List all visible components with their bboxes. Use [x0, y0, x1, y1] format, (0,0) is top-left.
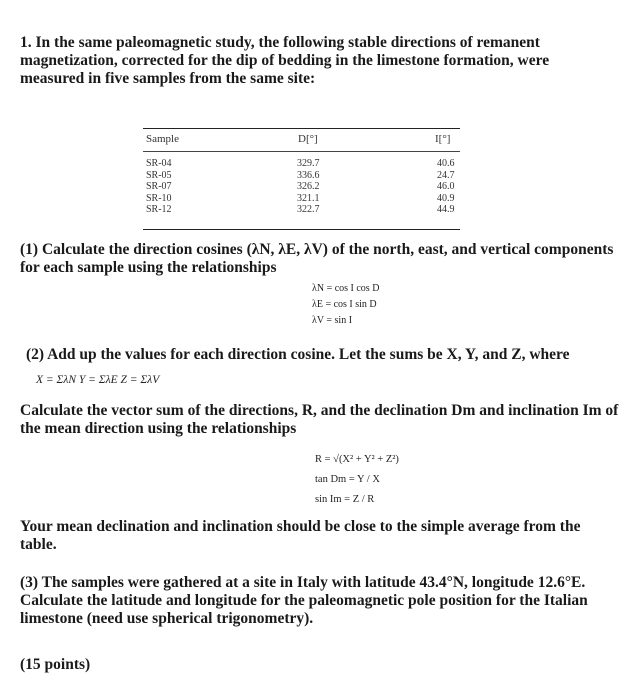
table-cell-inclination: 24.7	[437, 169, 455, 181]
formula-declination: tan Dm = Y / X	[315, 474, 380, 485]
formula-inclination: sin Im = Z / R	[315, 494, 375, 505]
table-cell-sample: SR-04	[146, 158, 172, 169]
part2-line: Calculate the vector sum of the directions, R, and the declination Dm and inclination Im of	[20, 402, 619, 419]
table-cell-declination: 322.7	[297, 204, 320, 215]
declination-column	[297, 158, 320, 216]
part2-line: the mean direction using the relationships	[20, 420, 297, 437]
header-declination: D[°]	[298, 133, 318, 145]
part2-line: (2) Add up the values for each direction cosine. Let the sums be X, Y, and Z, where	[26, 346, 570, 363]
table-cell-declination: 326.2	[297, 181, 320, 192]
table-cell-inclination: 46.0	[437, 181, 455, 192]
intro-line: 1. In the same paleomagnetic study, the following stable directions of remanent	[20, 34, 540, 51]
table-cell-sample: SR-05	[146, 169, 172, 181]
part1-line: for each sample using the relationships	[20, 259, 277, 276]
points-paragraph	[20, 656, 610, 674]
table-cell-declination: 329.7	[297, 158, 320, 169]
closing-line: Your mean declination and inclination should be close to the simple average from the	[20, 518, 581, 535]
table-cell-inclination: 40.6	[437, 158, 455, 169]
table-cell-sample: SR-07	[146, 181, 172, 192]
formula-lambda-e: λE = cos I sin D	[312, 299, 377, 310]
sum-definitions: X = ΣλN Y = ΣλE Z = ΣλV	[36, 374, 160, 386]
table-cell-declination: 321.1	[297, 192, 320, 204]
formula-resultant: R = √(X² + Y² + Z²)	[315, 454, 399, 465]
part3-line: Calculate the latitude and longitude for the paleomagnetic pole position for the Italian	[20, 592, 588, 609]
table-header-rule	[143, 151, 460, 152]
intro-line: measured in five samples from the same site:	[20, 70, 316, 87]
table-cell-inclination: 44.9	[437, 204, 455, 215]
points-label: (15 points)	[20, 656, 91, 673]
closing-line: table.	[20, 536, 57, 553]
part1-line: (1) Calculate the direction cosines (λN, λE, λV) of the north, east, and vertical components	[20, 241, 614, 258]
table-cell-sample: SR-10	[146, 192, 172, 204]
table-top-rule	[143, 128, 460, 129]
table-bottom-rule	[143, 229, 460, 230]
header-sample: Sample	[146, 133, 179, 145]
part3-line: (3) The samples were gathered at a site in Italy with latitude 43.4°N, longitude 12.6°E.	[20, 574, 586, 591]
inclination-column	[437, 158, 455, 216]
sample-column	[146, 158, 172, 216]
closing-paragraph	[20, 518, 610, 554]
formula-lambda-v: λV = sin I	[312, 315, 353, 326]
part1-paragraph	[20, 241, 614, 277]
table-cell-inclination: 40.9	[437, 192, 455, 204]
part3-paragraph	[20, 574, 610, 628]
direction-cosine-formulas	[312, 281, 379, 329]
table-cell-sample: SR-12	[146, 204, 172, 215]
header-inclination: I[°]	[435, 133, 451, 145]
formula-lambda-n: λN = cos I cos D	[312, 283, 380, 294]
table-cell-declination: 336.6	[297, 169, 320, 181]
part2-paragraph-b	[20, 402, 619, 438]
part2-paragraph	[26, 346, 616, 364]
part3-line: limestone (need use spherical trigonometry).	[20, 610, 314, 627]
intro-line: magnetization, corrected for the dip of bedding in the limestone formation, were	[20, 52, 550, 69]
mean-direction-formulas	[315, 450, 399, 510]
intro-paragraph	[20, 34, 610, 88]
